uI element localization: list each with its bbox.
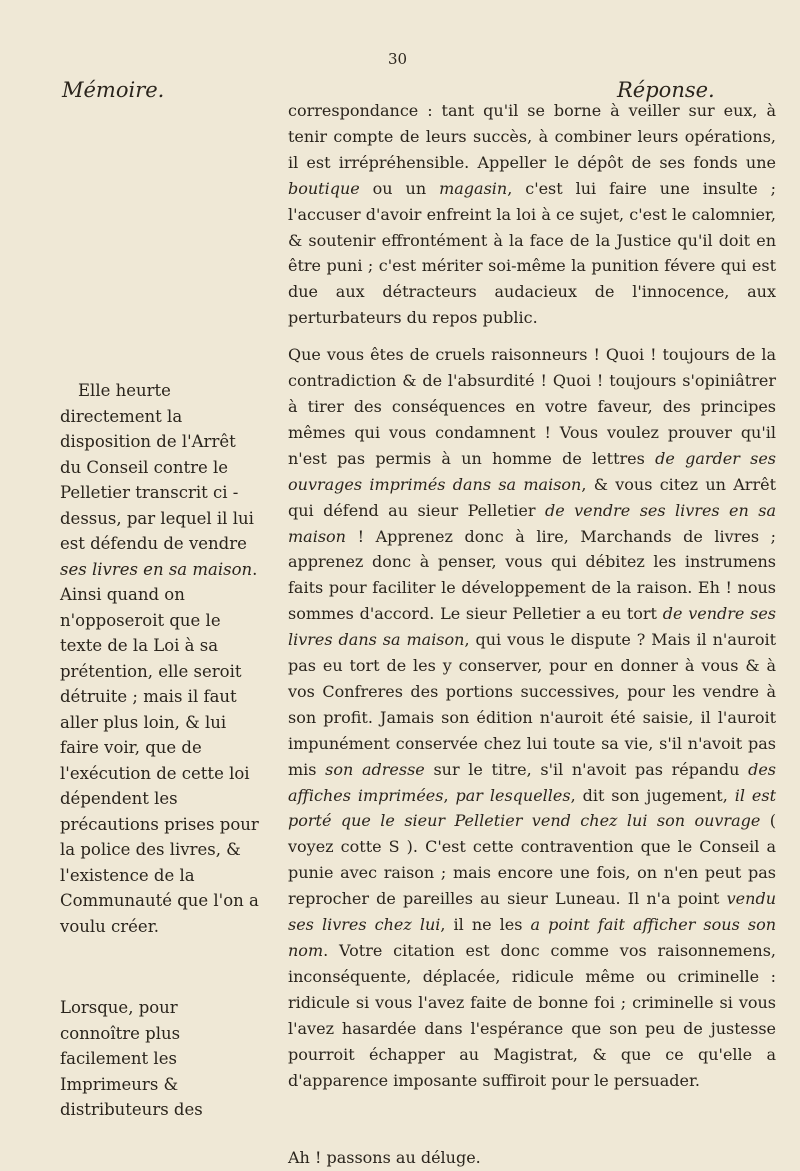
text-run: sur le titre, s'il n'avoit pas répandu	[424, 759, 749, 779]
text-run: Ah ! passons au déluge.	[288, 1148, 481, 1168]
text-run: ou un	[359, 178, 440, 198]
text-run: , c'est lui faire une insulte ; l'accuser d'avoir enfreint la loi à ce sujet, c'est le calomnier, & soutenir effrontément à la face de la Justice qu'il doit en être puni ; c'est mériter soi-même la punition févere qui est due aux détracteurs audacieux de l'innocence, aux perturbateurs du repos public.	[288, 178, 776, 328]
text-run: . Ainsi quand on n'opposeroit que le texte de la Loi à sa prétention, elle seroit détruite ; mais il faut aller plus loin, & lui faire voir, que de l'exécution de cette loi dépendent les précautions prises pour la police des livres, & l'existence de la Communauté que l'on a voulu créer.	[60, 559, 259, 936]
italic-run: de garder ses ouvrages imprimés dans sa maison	[288, 448, 777, 494]
text-run: , & vous citez un Arrêt qui défend au sieur Pelletier	[288, 474, 776, 520]
text-run: correspondance : tant qu'il se borne à veiller sur eux, à tenir compte de leurs succès, à combiner leurs opérations, il est irrépréhensible. Appeller le dépôt de ses fonds une	[288, 101, 776, 172]
italic-run: vendu ses livres chez lui	[288, 889, 776, 935]
marginal-note-2	[60, 995, 262, 1123]
text-run: Lorsque, pour connoître plus facilement les Imprimeurs & distributeurs des	[60, 998, 203, 1119]
running-head-right: Réponse.	[617, 78, 715, 102]
text-run: . Votre citation est donc comme vos raisonnemens, inconséquente, déplacée, ridicule même ou criminelle : ridicule si vous l'avez faite de bonne foi ; criminelle si vous l'avez hasardée dans l'espérance que son peu de justesse pourroit échapper au Magistrat, & que ce qu'elle a d'apparence imposante suffiroit pour le persuader.	[288, 941, 776, 1090]
running-head-left: Mémoire.	[62, 78, 165, 102]
marginal-note-2-text	[60, 995, 262, 1123]
main-paragraph-1	[288, 98, 776, 331]
marginal-note-1	[60, 378, 262, 939]
italic-run: magasin	[439, 178, 508, 198]
italic-run: de vendre ses livres dans sa maison	[288, 604, 776, 650]
main-paragraph-2	[288, 342, 776, 1093]
main-paragraph-3	[288, 1145, 776, 1171]
italic-run: des affiches imprimées	[288, 759, 776, 805]
main-text	[288, 98, 776, 1171]
text-run: , dit son jugement,	[570, 785, 735, 805]
italic-run: boutique	[288, 178, 360, 198]
page-number: 30	[388, 50, 408, 68]
italic-run: a point fait afficher sous son nom	[288, 915, 776, 960]
text-run: Elle heurte directement la disposition de l'Arrêt du Conseil contre le Pelletier transcrit ci - dessus, par lequel il lui est défendu de vendre	[60, 381, 254, 553]
italic-run: par lesquelles	[455, 785, 571, 805]
italic-run: ses livres en sa maison	[60, 559, 253, 579]
text-run: ,	[443, 785, 456, 805]
italic-run: de vendre ses livres en sa maison	[288, 500, 777, 546]
text-run: Que vous êtes de cruels raisonneurs ! Quoi ! toujours de la contradiction & de l'absurdité ! Quoi ! toujours s'opiniâtrer à tirer des conséquences en votre faveur, des principes mêmes qui vous condamnent ! Vous voulez prouver qu'il n'est pas permis à un homme de lettres	[288, 345, 776, 468]
text-run: , qui vous le dispute ? Mais il n'auroit pas eu tort de les y conserver, pour en donner à vous & à vos Confreres des portions successives, pour les vendre à son profit. Jamais son édition n'auroit été saisie, il l'auroit impunément conservée chez lui toute sa vie, s'il n'avoit pas mis	[288, 630, 776, 779]
italic-run: il est porté que le sieur Pelletier vend chez lui son ouvrage	[288, 785, 776, 831]
text-run: ( voyez cotte S ). C'est cette contravention que le Conseil a punie avec raison ; mais encore une fois, on n'en peut pas reprocher de pareilles au sieur Luneau. Il n'a point	[288, 811, 777, 909]
marginal-note-1-text	[60, 378, 262, 939]
italic-run: son adresse	[325, 759, 425, 779]
text-run: , il ne les	[440, 915, 531, 935]
text-run: ! Apprenez donc à lire, Marchands de livres ; apprenez donc à penser, vous qui débitez les instrumens faits pour faciliter le développement de la raison. Eh ! nous sommes d'accord. Le sieur Pelletier a eu tort	[288, 526, 776, 624]
